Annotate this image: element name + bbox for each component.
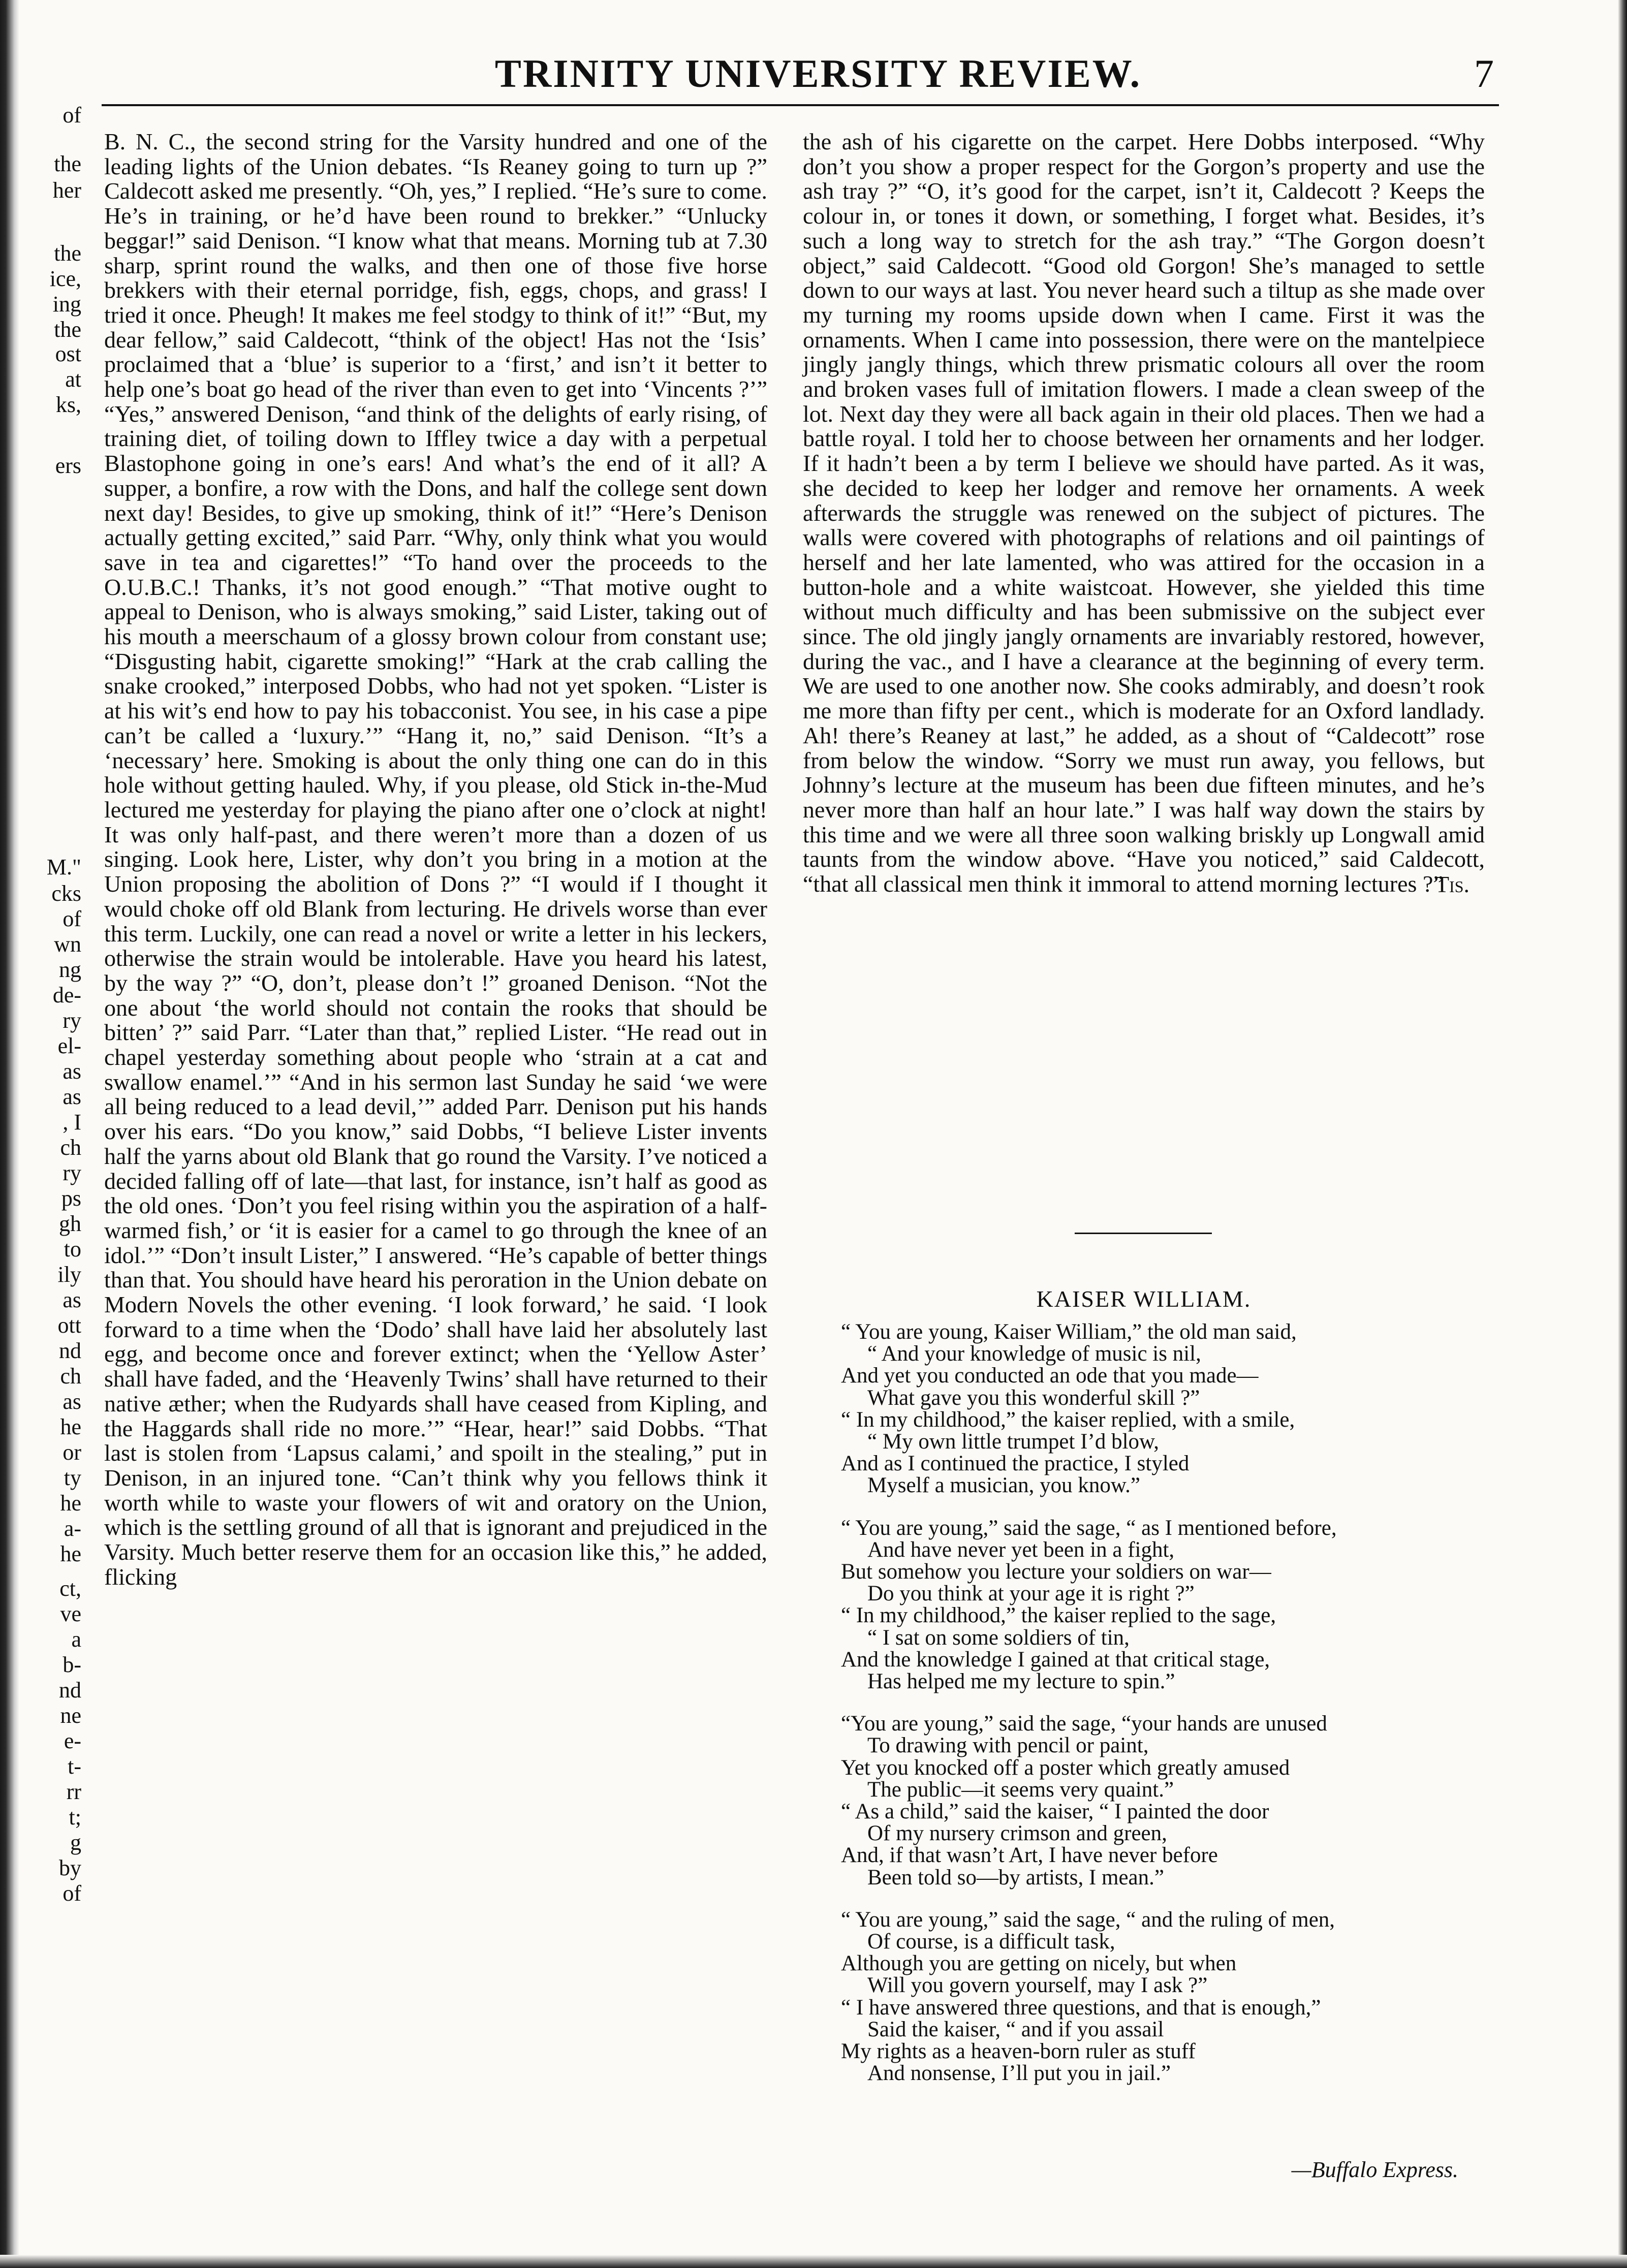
previous-page-fragment: e-: [64, 1728, 81, 1753]
poem-line: “ You are young,” said the sage, “ as I mentioned before,: [841, 1516, 1337, 1540]
previous-page-fragment: ing: [52, 292, 81, 317]
previous-page-fragment: g: [70, 1830, 81, 1855]
poem-line: “ My own little trumpet I’d blow,: [867, 1430, 1160, 1454]
poem-line: Although you are getting on nicely, but when: [841, 1951, 1237, 1976]
poem-line: Been told so—by artists, I mean.”: [867, 1865, 1164, 1889]
poem-stanza: [841, 1517, 1481, 1693]
previous-page-fragment: ost: [55, 341, 81, 366]
previous-page-fragment: ks,: [55, 392, 81, 417]
poem-line: And yet you conducted an ode that you made—: [841, 1364, 1259, 1388]
previous-page-fragment: as: [62, 1059, 81, 1084]
header-rule: [102, 104, 1499, 106]
poem-line: “ In my childhood,” the kaiser replied, with a smile,: [841, 1407, 1295, 1432]
page-number: 7: [1474, 51, 1494, 96]
previous-page-fragment: t-: [68, 1754, 81, 1779]
poem-line: What gave you this wonderful skill ?”: [867, 1385, 1200, 1410]
previous-page-fragment: of: [62, 906, 81, 931]
previous-page-fragment: ps: [61, 1186, 81, 1211]
poem-line: Will you govern yourself, may I ask ?”: [867, 1973, 1208, 1998]
previous-page-fragment: a: [71, 1627, 81, 1652]
poem-line: And nonsense, I’ll put you in jail.”: [867, 2061, 1171, 2086]
previous-page-fragment: cks: [51, 881, 81, 906]
previous-page-fragment: wn: [54, 932, 81, 957]
previous-page-fragment: a-: [64, 1516, 81, 1541]
poem-line: “ I sat on some soldiers of tin,: [867, 1625, 1130, 1650]
previous-page-fragment: to: [64, 1237, 81, 1262]
previous-page-fragment: ch: [60, 1364, 81, 1389]
poem-line: “You are young,” said the sage, “your hands are unused: [841, 1712, 1327, 1736]
article-right-column: [803, 130, 1485, 897]
previous-page-fragment: M.": [46, 855, 81, 879]
poem-line: “ You are young, Kaiser William,” the old man said,: [841, 1320, 1297, 1344]
section-divider: [1075, 1233, 1212, 1234]
poem-attribution: —Buffalo Express.: [1291, 2157, 1458, 2182]
previous-page-fragment: ct,: [59, 1576, 81, 1601]
poem-line: And have never yet been in a fight,: [867, 1537, 1175, 1562]
previous-page-fragment: her: [52, 178, 81, 203]
previous-page-fragment: ve: [60, 1601, 81, 1626]
previous-page-fragment: or: [62, 1440, 81, 1465]
poem-line: And as I continued the practice, I styled: [841, 1452, 1190, 1476]
poem-line: “ As a child,” said the kaiser, “ I painted the door: [841, 1800, 1269, 1824]
previous-page-fragment: ty: [64, 1465, 81, 1490]
previous-page-fragment: gh: [59, 1211, 81, 1236]
poem-line: “ And your knowledge of music is nil,: [867, 1342, 1201, 1366]
article-right-text: the ash of his cigarette on the carpet. Here Dobbs interposed. “Why don’t you show a proper respect for the Gorgon’s property and use the ash tray ?” “O, it’s good for the carpet, isn’t it, Caldecott ? Keeps the colour in, or tones it down, or something, I forget what. Besides, it’s such a long way to stretch for the ash tray.” “The Gorgon doesn’t object,” said Caldecott. “Good old Gorgon! She’s managed to settle down to our ways at last. You never heard such a tiltup as she made over my turning my rooms upside down when I came. First it was the ornaments. When I came into possession, there were on the mantelpiece jingly jangly things, which threw prismatic colours all over the room and broken vases full of imitation flowers. I made a clean sweep of the lot. Next day they were all back again in their old places. Then we had a battle royal. I told her to choose between her ornaments and her lodger. If it hadn’t been a by term I believe we should have parted. As it was, she decided to keep her lodger and remove her ornaments. A week afterwards the struggle was renewed on the subject of pictures. The walls were covered with photographs of relations and oil paintings of herself and her late lamented, who was attired for the occasion in a button-hole and a white waistcoat. However, she yielded this time without much difficulty and has been submissive on the subject ever since. The old jingly jangly ornaments are invariably restored, however, during the vac., and I have a clearance at the beginning of every term. We are used to one another now. She cooks admirably, and doesn’t rook me more than fifty per cent., which is moderate for an Oxford landlady. Ah! there’s Reaney at last,” he added, as a shout of “Caldecott” rose from below the window. “Sorry we must run away, you fellows, but Johnny’s lecture at the museum has been due fifteen minutes, and he’s never more than half an hour late.” I was half way down the stairs by this time and we were all three soon walking briskly up Longwall amid taunts from the window above. “Have you noticed,” said Caldecott, “that all classical men think it immoral to attend morning lectures ?”: [803, 129, 1485, 897]
previous-page-fragment: t;: [69, 1805, 81, 1830]
previous-page-sliver: [20, 102, 81, 2134]
previous-page-fragment: of: [62, 103, 81, 128]
poem-line: Of my nursery crimson and green,: [867, 1821, 1167, 1846]
poem-line: Do you think at your age it is right ?”: [867, 1582, 1195, 1606]
article-left-text: B. N. C., the second string for the Varsity hundred and one of the leading lights of the Union debates. “Is Reaney going to turn up ?” Caldecott asked me presently. “Oh, yes,” I replied. “He’s sure to come. He’s in training, or he’d have been round to brekker.” “Unlucky beggar!” said Denison. “I know what that means. Morning tub at 7.30 sharp, sprint round the walks, and then one of those five horse brekkers with their eternal porridge, fish, eggs, chops, and grass! I tried it once. Pheugh! It makes me feel stodgy to think of it!” “But, my dear fellow,” said Caldecott, “think of the object! Has not the ‘Isis’ proclaimed that a ‘blue’ is superior to a ‘first,’ and isn’t it better to help one’s boat go head of the river than even to get into ‘Vincents ?’” “Yes,” answered Denison, “and think of the delights of early rising, of training diet, of toiling down to Iffley twice a day with a perpetual Blastophone going in one’s ears! And what’s the end of it all? A supper, a bonfire, a row with the Dons, and half the college sent down next day! Besides, to give up smoking, think of it!” “Here’s Denison actually getting excited,” said Parr. “Why, only think what you would save in tea and cigarettes!” “To hand over the proceeds to the O.U.B.C.! Thanks, it’s not good enough.” “That motive ought to appeal to Denison, who is always smoking,” said Lister, taking out of his mouth a meerschaum of a glossy brown colour from constant use; “Disgusting habit, cigarette smoking!” “Hark at the crab calling the snake crooked,” interposed Dobbs, who had not yet spoken. “Lister is at his wit’s end how to pay his tobacconist. You see, in his case a pipe can’t be called a ‘luxury.’” “Hang it, no,” said Denison. “It’s a ‘necessary’ here. Smoking is about the only thing one can do in this hole without getting hauled. Why, if you please, old Stick in-the-Mud lectured me yesterday for playing the piano after one o’clock at night! It was only half-past, and there weren’t more than a dozen of us singing. Look here, Lister, why don’t you bring in a motion at the Union proposing the abolition of Dons ?” “I would if I thought it would choke off old Blank from lecturing. He drivels worse than ever this term. Luckily, one can read a novel or write a letter in his leckers, otherwise the strain would be intolerable. Have you heard his latest, by the way ?” “O, don’t, please don’t !” groaned Denison. “Not the one about ‘the world should not contain the rooks that should be bitten’ ?” said Parr. “Later than that,” replied Lister. “He read out in chapel yesterday something about people who ‘strain at a cat and swallow enamel.’” “And in his sermon last Sunday he said ‘we were all being reduced to a lead devil,’” added Parr. Denison put his hands over his ears. “Do you know,” said Dobbs, “I believe Lister invents half the yarns about old Blank that go round the Varsity. I’ve noticed a decided falling off of late—that last, for instance, isn’t half as good as the old ones. ‘Don’t you feel rising within you the aspiration of a half-warmed fish,’ or ‘it is easier for a camel to go through the knee of an idol.’” “Don’t insult Lister,” I answered. “He’s capable of better things than that. You should have heard his peroration in the Union debate on Modern Novels the other evening. ‘I look forward,’ he said. ‘I look forward to a time when the ‘Dodo’ shall have laid her absolutely last egg, and become once and forever extinct; when the ‘Yellow Aster’ shall have faded, and the ‘Heavenly Twins’ shall have returned to their native æther; when the Rudyards shall have ceased from Kipling, and the Haggards shall ride no more.’” “Hear, hear!” said Dobbs. “That last is stolen from ‘Lapsus calami,’ and spoilt in the stealing,” put in Denison, in an injured tone. “Can’t think why you fellows think it worth while to waste your flowers of wit and oratory on the Union, which is the settling ground of all that is ignorant and prejudiced in the Varsity. Much better reserve them for an occasion like this,” he added, flicking: [104, 129, 768, 1590]
previous-page-fragment: ne: [60, 1703, 81, 1728]
previous-page-fragment: as: [62, 1084, 81, 1109]
previous-page-fragment: ry: [62, 1008, 81, 1033]
previous-page-fragment: ng: [59, 957, 81, 982]
previous-page-fragment: b-: [62, 1652, 81, 1677]
poem-body: [841, 1321, 1481, 2105]
page-header: [102, 51, 1535, 107]
poem-title: KAISER WILLIAM.: [1036, 1286, 1251, 1312]
poem-stanza: [841, 1321, 1481, 1497]
page-bottom-edge: [0, 2255, 1627, 2268]
poem-stanza: [841, 1713, 1481, 1888]
previous-page-fragment: ers: [55, 453, 81, 478]
previous-page-fragment: the: [54, 151, 81, 176]
previous-page-fragment: ry: [62, 1160, 81, 1185]
poem-line: To drawing with pencil or paint,: [867, 1734, 1149, 1758]
poem-line: Of course, is a difficult task,: [867, 1930, 1115, 1954]
previous-page-fragment: rr: [66, 1779, 81, 1804]
previous-page-fragment: ily: [57, 1262, 81, 1287]
previous-page-fragment: ch: [60, 1135, 81, 1160]
poem-line: The public—it seems very quaint.”: [867, 1777, 1174, 1802]
previous-page-fragment: of: [62, 1881, 81, 1906]
previous-page-fragment: as: [62, 1389, 81, 1414]
previous-page-fragment: the: [54, 317, 81, 342]
poem-line: “ You are young,” said the sage, “ and the ruling of men,: [841, 1907, 1335, 1932]
page-spine-shadow: [0, 0, 19, 2268]
previous-page-fragment: , I: [62, 1110, 81, 1135]
previous-page-fragment: nd: [59, 1678, 81, 1703]
poem-line: And, if that wasn’t Art, I have never before: [841, 1843, 1218, 1868]
previous-page-fragment: he: [60, 1414, 81, 1439]
poem-line: Myself a musician, you know.”: [867, 1473, 1140, 1498]
poem-line: Has helped me my lecture to spin.”: [867, 1670, 1175, 1694]
previous-page-fragment: at: [65, 367, 81, 392]
previous-page-fragment: he: [60, 1541, 81, 1566]
publication-title: TRINITY UNIVERSITY REVIEW.: [494, 51, 1142, 96]
article-signature: Tis.: [1434, 871, 1469, 897]
poem-line: But somehow you lecture your soldiers on war—: [841, 1560, 1271, 1584]
article-left-column: [104, 130, 767, 1589]
previous-page-fragment: ice,: [49, 266, 81, 291]
previous-page-fragment: de-: [52, 983, 81, 1007]
previous-page-fragment: as: [62, 1287, 81, 1312]
poem-line: Said the kaiser, “ and if you assail: [867, 2017, 1164, 2041]
poem-line: “ In my childhood,” the kaiser replied to the sage,: [841, 1603, 1276, 1628]
poem-line: “ I have answered three questions, and that is enough,”: [841, 1995, 1321, 2020]
previous-page-fragment: the: [54, 241, 81, 266]
poem-line: And the knowledge I gained at that critical stage,: [841, 1647, 1270, 1672]
poem-stanza: [841, 1909, 1481, 2085]
previous-page-fragment: he: [60, 1491, 81, 1516]
poem-line: Yet you knocked off a poster which greatly amused: [841, 1755, 1290, 1780]
page-right-edge: [1618, 0, 1627, 2268]
previous-page-fragment: nd: [59, 1338, 81, 1363]
previous-page-fragment: by: [59, 1855, 81, 1880]
previous-page-fragment: ott: [57, 1313, 81, 1338]
previous-page-fragment: el-: [57, 1033, 81, 1058]
poem-line: My rights as a heaven-born ruler as stuff: [841, 2039, 1196, 2064]
